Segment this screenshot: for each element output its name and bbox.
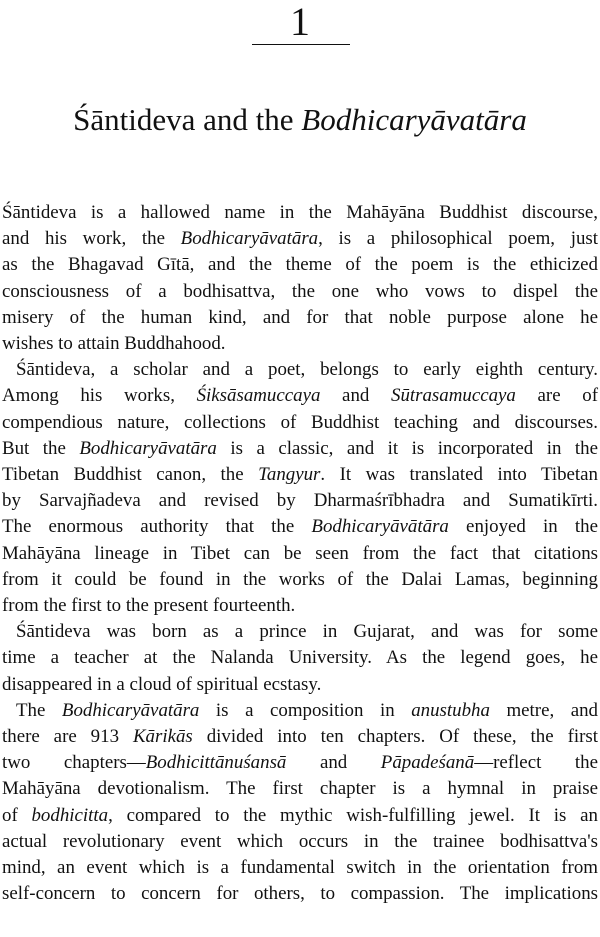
italic-term: Kārikās [132,726,193,748]
text-segment: time a teacher at the Nalanda University. As the legend goes, he [2,647,598,669]
text-line [2,383,598,409]
text-line [2,776,598,802]
italic-term: Bodhicaryāvatāra [61,699,200,721]
chapter-number: 1 [290,0,310,44]
text-segment: are of [515,385,598,407]
text-segment: Among his works, [2,385,197,407]
text-line [2,331,598,357]
text-segment: and [320,385,391,407]
italic-term: Śiksāsamuccaya [196,385,321,407]
text-segment: actual revolutionary event which occurs in the trainee bodhisattva's [2,830,598,852]
text-line [2,200,598,226]
text-line [2,593,598,619]
text-segment: misery of the human kind, and for that noble purpose alone he [2,306,598,328]
text-segment: from the first to the present fourteenth. [2,595,296,617]
text-segment: two chapters— [2,752,146,774]
text-segment: consciousness of a bodhisattva, the one who vows to dispel the [2,280,598,302]
text-segment: . It was translated into Tibetan [320,464,599,486]
text-line [2,462,598,488]
text-line [2,724,598,750]
text-segment: —reflect the [474,752,598,774]
text-line [2,698,598,724]
text-line [2,672,598,698]
text-segment: divided into ten chapters. Of these, the first [192,726,598,748]
italic-term: Bodhicaryāvātāra [311,516,449,538]
text-line [2,514,598,540]
text-segment: there are 913 [2,726,133,748]
text-segment: is a classic, and it is incorporated in the [216,437,598,459]
italic-term: Bodhicaryāvatāra [79,437,217,459]
text-segment: Mahāyāna devotionalism. The first chapter is a hymnal in praise [2,778,598,800]
text-segment: But the [2,437,80,459]
text-segment: Śāntideva, a scholar and a poet, belongs to early eighth century. [16,359,598,381]
text-segment: mind, an event which is a fundamental switch in the orientation from [2,857,598,879]
italic-term: Tangyur [258,464,321,486]
text-segment: and his work, the [2,228,181,250]
italic-term: anustubha [411,699,490,721]
chapter-title-plain: Śāntideva and the [73,102,302,137]
text-line [2,305,598,331]
text-segment: and [286,752,381,774]
text-line [2,855,598,881]
text-segment: The enormous authority that the [2,516,312,538]
text-segment: disappeared in a cloud of spiritual ecstasy. [2,673,322,695]
text-line [2,252,598,278]
text-segment: of [2,804,32,826]
text-segment: by Sarvajñadeva and revised by Dharmaśrībhadra and Sumatikīrti. [2,490,598,512]
text-line [2,750,598,776]
italic-term: Sūtrasamuccaya [391,385,516,407]
paragraph [2,698,598,908]
text-segment: metre, and [489,699,598,721]
chapter-number-rule [252,44,350,45]
text-segment: Śāntideva is a hallowed name in the Mahāyāna Buddhist discourse, [2,202,598,223]
text-line [2,357,598,383]
text-segment: is a composition in [199,699,412,721]
paragraph [2,357,598,619]
text-segment: compendious nature, collections of Buddhist teaching and discourses. [2,411,598,433]
italic-term: Bodhicaryāvatāra [180,228,319,250]
text-segment: from it could be found in the works of the Dalai Lamas, beginning [2,568,598,590]
italic-term: Bodhicittānuśansā [145,752,287,774]
text-segment: self-concern to concern for others, to compassion. The implications [2,883,598,905]
body-text [2,200,598,907]
text-line [2,279,598,305]
text-segment: , is a philosophical poem, just [318,228,598,250]
text-segment: as the Bhagavad Gītā, and the theme of the poem is the ethicized [2,254,598,276]
text-line [2,410,598,436]
text-line [2,645,598,671]
italic-term: Pāpadeśanā [380,752,475,774]
text-segment: The [16,699,62,721]
text-segment: , compared to the mythic wish-fulfilling jewel. It is an [108,804,598,826]
text-segment: Mahāyāna lineage in Tibet can be seen from the fact that citations [2,542,598,564]
chapter-title-italic: Bodhicaryāvatāra [301,102,527,137]
text-line [2,881,598,907]
text-line [2,226,598,252]
text-line [2,488,598,514]
text-line [2,619,598,645]
text-line [2,567,598,593]
text-segment: wishes to attain Buddhahood. [2,333,226,355]
paragraph [2,200,598,357]
text-line [2,829,598,855]
text-line [2,436,598,462]
chapter-title [0,100,600,140]
italic-term: bodhicitta [31,804,109,826]
paragraph [2,619,598,698]
text-segment: enjoyed in the [448,516,598,538]
text-segment: Śāntideva was born as a prince in Gujarat, and was for some [16,621,598,643]
text-line [2,803,598,829]
text-segment: Tibetan Buddhist canon, the [2,464,259,486]
text-line [2,541,598,567]
